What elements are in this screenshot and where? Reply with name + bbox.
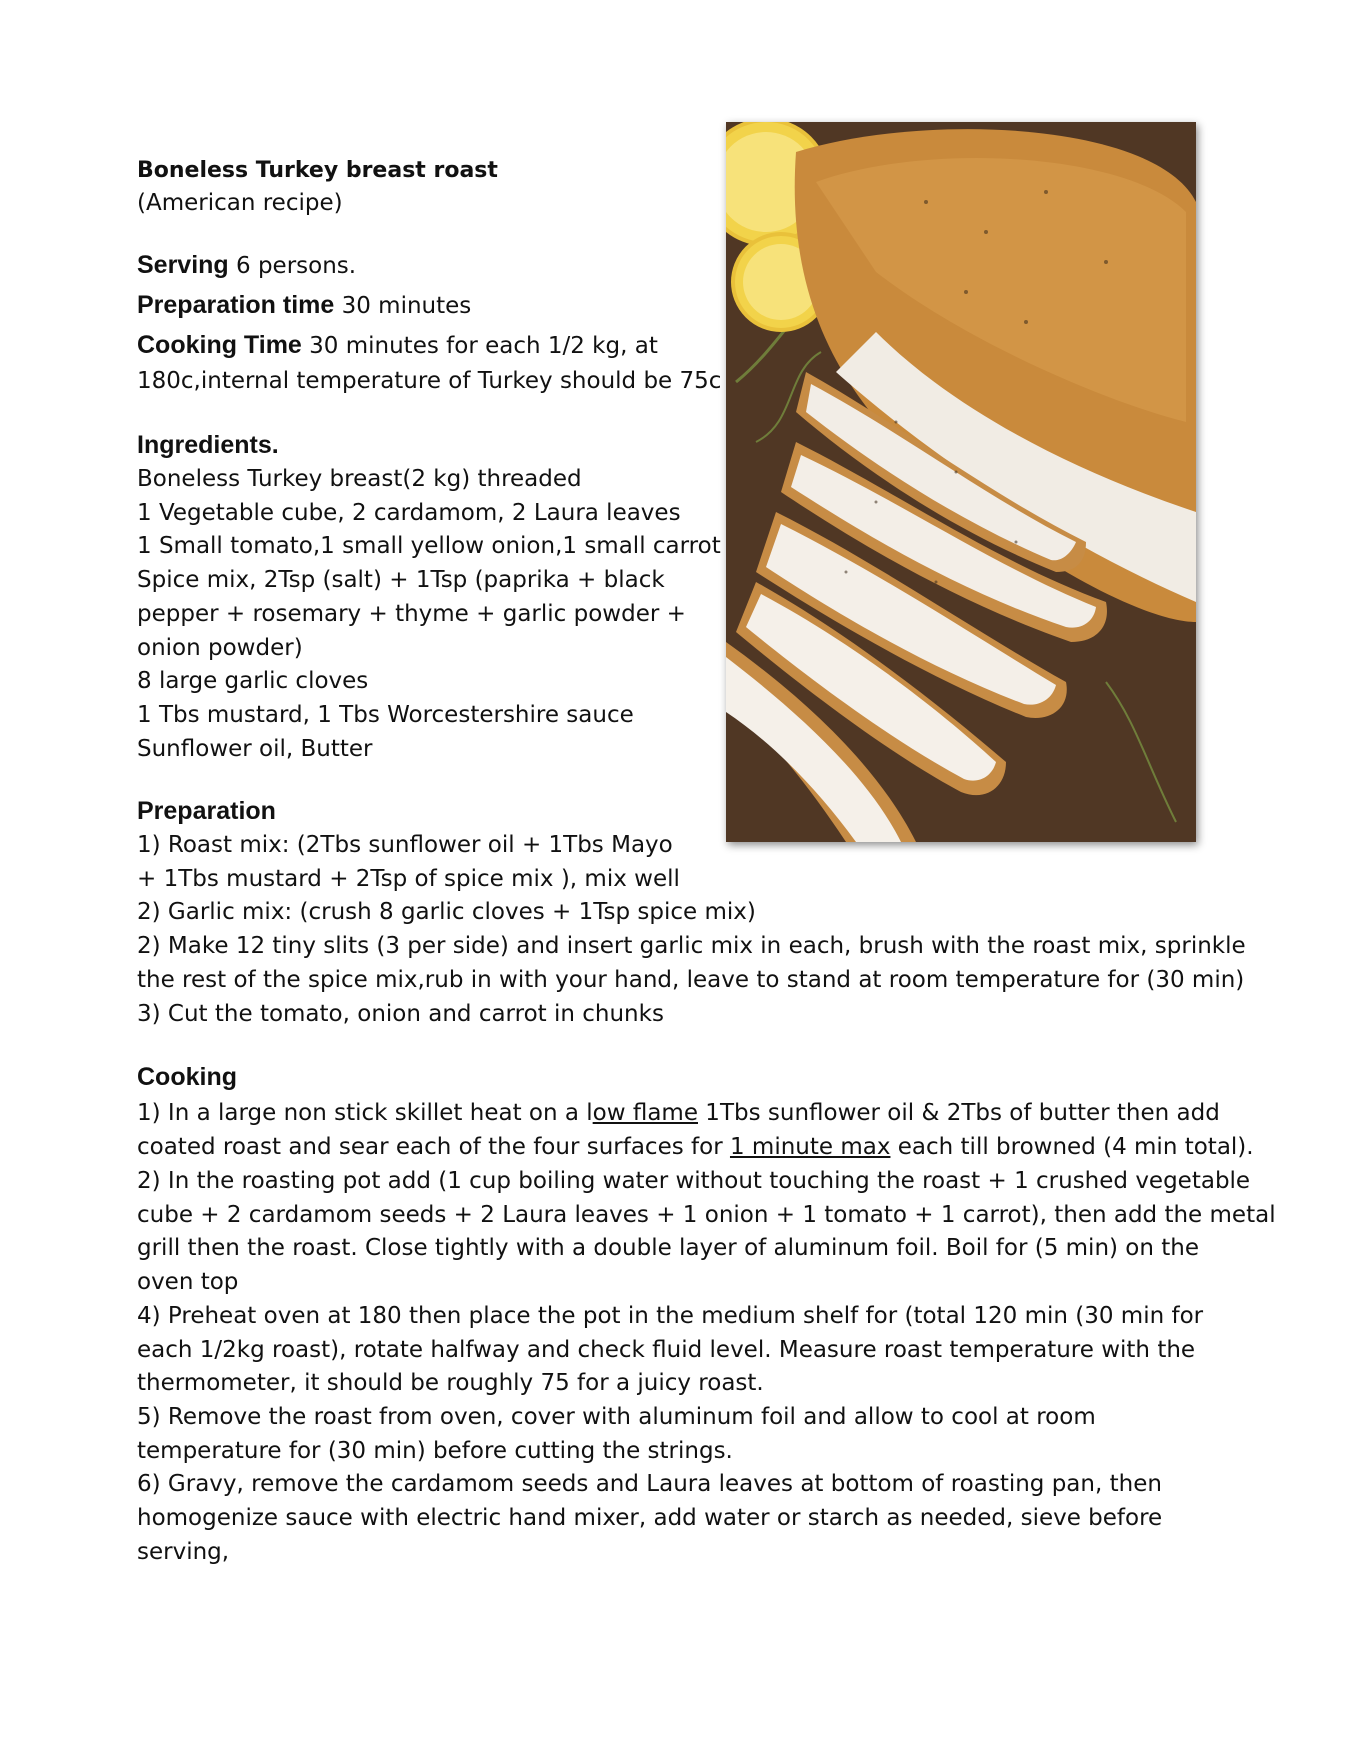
preparation-step-line: the rest of the spice mix,rub in with your hand, leave to stand at room temperature for (30 min) — [137, 966, 1245, 993]
preparation-step-line: 1) Roast mix: (2Tbs sunflower oil + 1Tbs Mayo — [137, 832, 673, 858]
cooking-step-line: oven top — [137, 1269, 239, 1296]
cooking-step-line: homogenize sauce with electric hand mixer, add water or starch as needed, sieve before — [137, 1505, 1163, 1531]
cooking-step-line: 4) Preheat oven at 180 then place the pot in the medium shelf for (total 120 min (30 min for — [137, 1302, 1204, 1329]
ingredient-line: 1 Small tomato,1 small yellow onion,1 small carrot — [137, 533, 721, 560]
ingredients-heading: Ingredients. — [137, 431, 279, 459]
prep-time-label: Preparation time — [137, 291, 335, 319]
cooking-step-1-text-d: each till browned (4 min total). — [890, 1134, 1254, 1160]
ingredient-line: pepper + rosemary + thyme + garlic powder + — [137, 600, 686, 627]
cooking-step-line: serving, — [137, 1538, 230, 1565]
preparation-step-line: 3) Cut the tomato, onion and carrot in chunks — [137, 1000, 664, 1027]
prep-time-value: 30 minutes — [334, 293, 472, 319]
cooking-time-value: 30 minutes for each 1/2 kg, at — [301, 333, 658, 359]
cooking-time-label: Cooking Time — [137, 331, 302, 359]
serving-label: Serving — [137, 251, 229, 279]
roast-turkey-photo-icon — [726, 122, 1196, 842]
cooking-step-1-text-a: 1) In a large non stick skillet heat on a l — [137, 1100, 593, 1126]
cooking-heading: Cooking — [137, 1063, 237, 1091]
recipe-title: Boneless Turkey breast roast — [137, 158, 498, 183]
cooking-step-line: each 1/2kg roast), rotate halfway and check fluid level. Measure roast temperature with the — [137, 1336, 1196, 1363]
cooking-step-line: 6) Gravy, remove the cardamom seeds and Laura leaves at bottom of roasting pan, then — [137, 1471, 1162, 1498]
serving-value: 6 persons. — [228, 253, 357, 279]
cooking-step-1-line-1 — [137, 1096, 1220, 1130]
cooking-step-line: grill then the roast. Close tightly with a double layer of aluminum foil. Boil for (5 min) on the — [137, 1235, 1200, 1262]
recipe-subtitle: (American recipe) — [137, 190, 343, 216]
cooking-step-1-line-2 — [137, 1130, 1254, 1164]
serving-line — [137, 248, 356, 283]
preparation-step-line: 2) Make 12 tiny slits (3 per side) and insert garlic mix in each, brush with the roast mix, sprinkle — [137, 933, 1246, 960]
roast-turkey-photo — [726, 122, 1196, 842]
low-flame-emphasis: ow flame — [592, 1100, 698, 1126]
cooking-step-line: cube + 2 cardamom seeds + 2 Laura leaves + 1 onion + 1 tomato + 1 carrot), then add the metal — [137, 1201, 1276, 1228]
preparation-step-line: 2) Garlic mix: (crush 8 garlic cloves + 1Tsp spice mix) — [137, 899, 756, 926]
ingredient-line: onion powder) — [137, 634, 303, 661]
ingredient-line: Sunflower oil, Butter — [137, 735, 373, 762]
ingredient-line: 8 large garlic cloves — [137, 668, 369, 695]
prep-time-line — [137, 288, 471, 323]
ingredient-line: Spice mix, 2Tsp (salt) + 1Tsp (paprika + black — [137, 567, 665, 594]
one-minute-max-emphasis: 1 minute max — [729, 1134, 891, 1160]
cooking-step-1-text-c: coated roast and sear each of the four surfaces for — [137, 1134, 730, 1160]
preparation-heading: Preparation — [137, 797, 276, 825]
cooking-step-line: 2) In the roasting pot add (1 cup boiling water without touching the roast + 1 crushed vegetable — [137, 1168, 1251, 1194]
cooking-time-value-2: 180c,internal temperature of Turkey should be 75c — [137, 368, 722, 394]
cooking-step-line: thermometer, it should be roughly 75 for a juicy roast. — [137, 1370, 764, 1397]
ingredient-line: 1 Vegetable cube, 2 cardamom, 2 Laura leaves — [137, 499, 681, 526]
ingredient-line: 1 Tbs mustard, 1 Tbs Worcestershire sauce — [137, 701, 634, 728]
preparation-step-line: + 1Tbs mustard + 2Tsp of spice mix ), mix well — [137, 865, 680, 892]
cooking-step-line: temperature for (30 min) before cutting the strings. — [137, 1437, 733, 1464]
cooking-time-line — [137, 328, 658, 363]
ingredient-line: Boneless Turkey breast(2 kg) threaded — [137, 466, 582, 492]
cooking-step-line: 5) Remove the roast from oven, cover with aluminum foil and allow to cool at room — [137, 1403, 1096, 1430]
cooking-step-1-text-b: 1Tbs sunflower oil & 2Tbs of butter then add — [698, 1100, 1220, 1126]
